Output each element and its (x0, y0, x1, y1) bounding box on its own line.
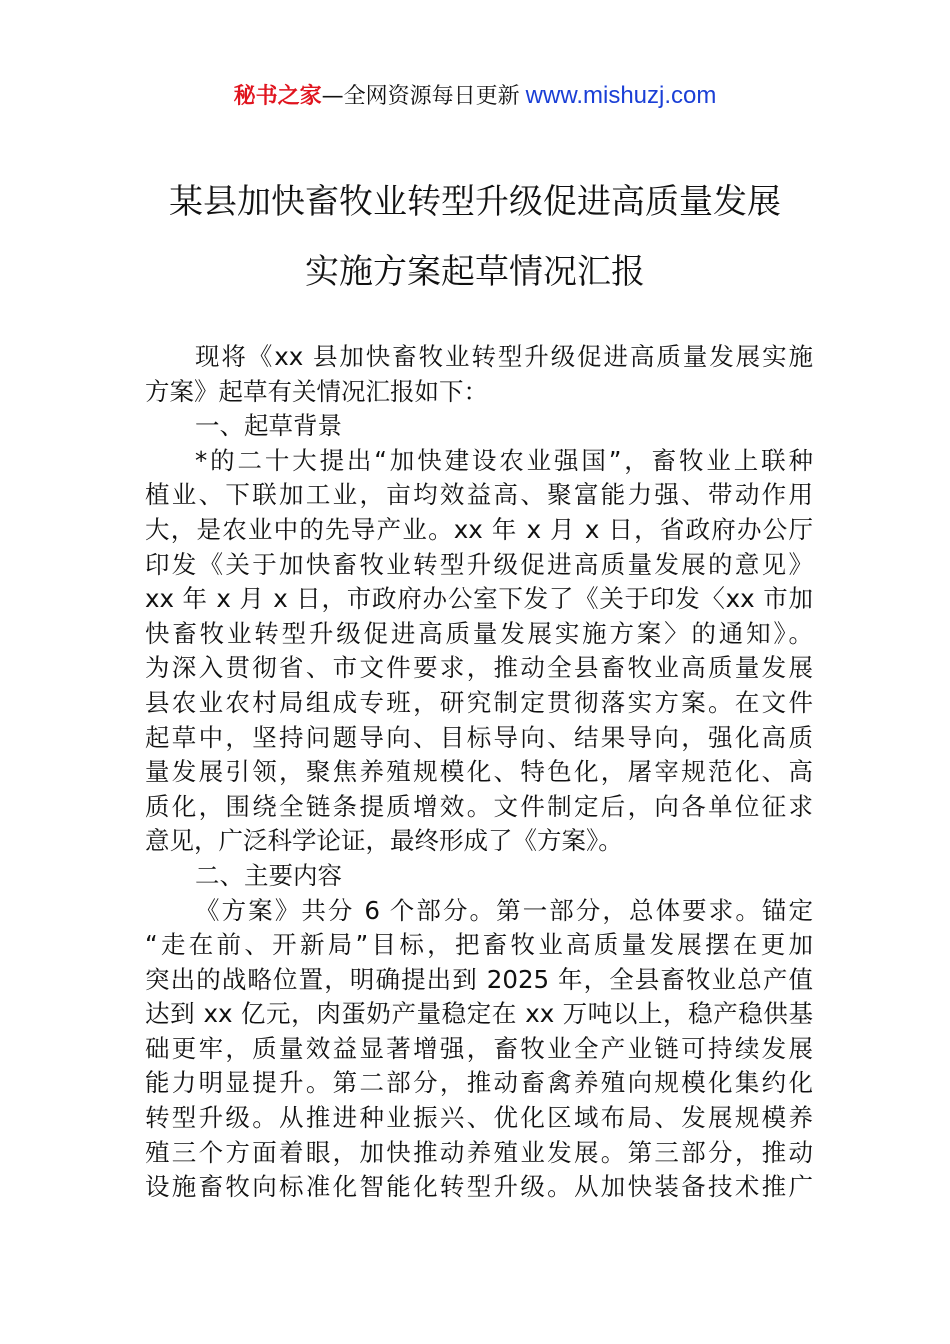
section-heading: 二、主要内容 (195, 860, 342, 890)
body-line: 植业、下联加工业，亩均效益高、聚富能力强、带动作用 (145, 480, 813, 510)
body-line: 现将《xx 县加快畜牧业转型升级促进高质量发展实施 (195, 342, 813, 371)
body-line: 意见，广泛科学论证，最终形成了《方案》。 (145, 826, 623, 856)
body-line: 为深入贯彻省、市文件要求，推动全县畜牧业高质量发展 (145, 653, 813, 683)
body-line: 《方案》共分 6 个部分。第一部分，总体要求。锚定 (195, 895, 813, 925)
document-title-line-2: 实施方案起草情况汇报 (305, 252, 645, 292)
site-link[interactable]: www.mishuzj.com (525, 82, 717, 109)
body-line: 质化，围绕全链条提质增效。文件制定后，向各单位征求 (145, 791, 813, 821)
body-line: 设施畜牧向标准化智能化转型升级。从加快装备技术推广 (145, 1172, 813, 1202)
section-heading: 一、起草背景 (195, 411, 342, 441)
body-line: 起草中，坚持问题导向、目标导向、结果导向，强化高质 (145, 722, 813, 752)
body-line: 突出的战略位置，明确提出到 2025 年，全县畜牧业总产值 (145, 964, 813, 994)
body-line: *的二十大提出“加快建设农业强国”，畜牧业上联种 (195, 445, 813, 475)
body-line: “走在前、开新局”目标，把畜牧业高质量发展摆在更加 (145, 930, 813, 960)
body-line: 县农业农村局组成专班，研究制定贯彻落实方案。在文件 (145, 687, 813, 717)
body-line: 能力明显提升。第二部分，推动畜禽养殖向规模化集约化 (145, 1068, 813, 1098)
body-line: 础更牢，质量效益显著增强，畜牧业全产业链可持续发展 (145, 1033, 813, 1063)
body-line: 印发《关于加快畜牧业转型升级促进高质量发展的意见》 (145, 549, 813, 579)
site-header (0, 78, 950, 115)
document-title-line-1: 某县加快畜牧业转型升级促进高质量发展 (169, 182, 781, 222)
body-line: 殖三个方面着眼，加快推动养殖业发展。第三部分，推动 (145, 1137, 813, 1167)
body-line: 达到 xx 亿元，肉蛋奶产量稳定在 xx 万吨以上，稳产稳供基 (145, 999, 813, 1029)
body-line: xx 年 x 月 x 日，市政府办公室下发了《关于印发〈xx 市加 (145, 584, 813, 614)
body-line: 大，是农业中的先导产业。xx 年 x 月 x 日，省政府办公厅 (145, 514, 813, 544)
body-line: 方案》起草有关情况汇报如下： (145, 376, 488, 406)
header-tagline: —全网资源每日更新 (321, 84, 520, 109)
body-line: 量发展引领，聚焦养殖规模化、特色化，屠宰规范化、高 (145, 757, 813, 787)
brand-name: 秘书之家 (233, 84, 322, 109)
document-body (145, 340, 813, 1205)
body-line: 转型升级。从推进种业振兴、优化区域布局、发展规模养 (145, 1103, 813, 1133)
body-line: 快畜牧业转型升级促进高质量发展实施方案〉的通知》。 (145, 618, 813, 648)
